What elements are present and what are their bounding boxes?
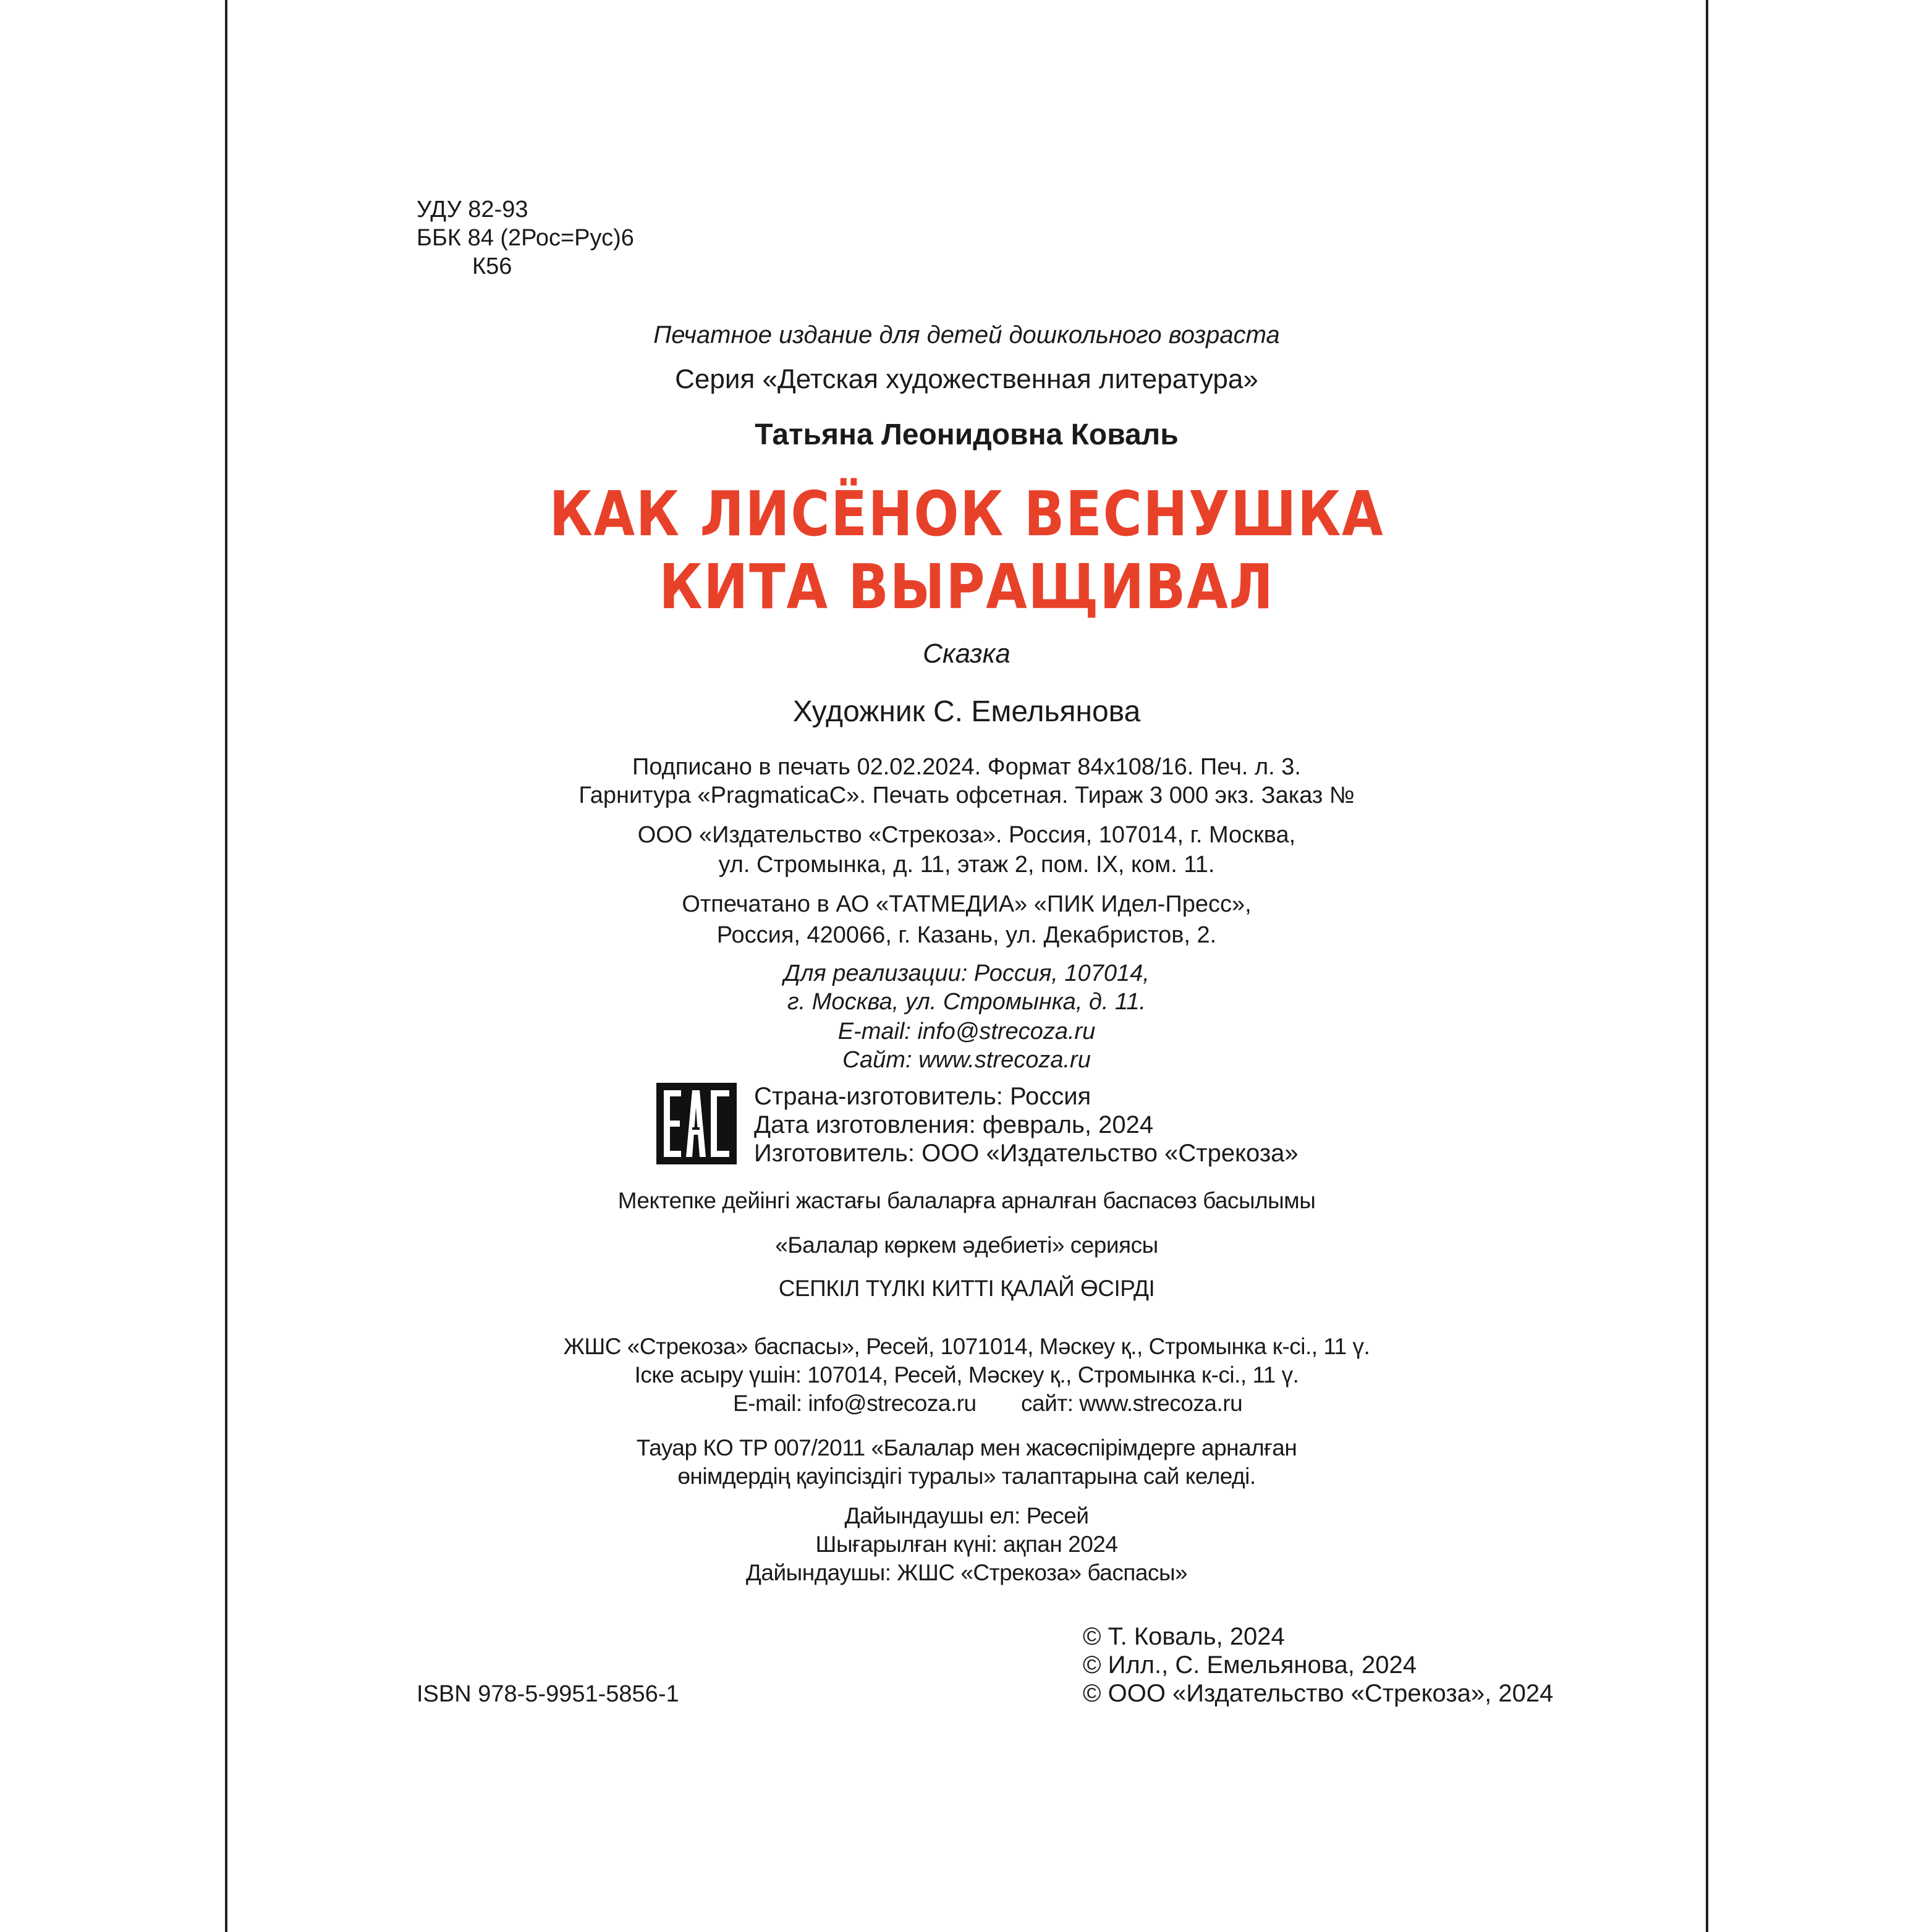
sales-site: Сайт: www.strecoza.ru	[842, 1047, 1091, 1073]
udk-code: УДУ 82-93	[417, 197, 528, 222]
illustrator: Художник С. Емельянова	[792, 695, 1141, 728]
printer-line-2: Россия, 420066, г. Казань, ул. Декабристов, 2.	[716, 922, 1217, 948]
kz-certificate-line-2: өнімдердің қауіпсіздігі туралы» талаптарына сай келеді.	[677, 1464, 1256, 1489]
kz-email: E-mail: info@strecoza.ru	[733, 1391, 977, 1416]
country-of-manufacture: Страна-изготовитель: Россия	[754, 1083, 1091, 1110]
kz-publisher: ЖШС «Стрекоза» баспасы», Ресей, 1071014, Мәскеу қ., Стромынка к-сі., 11 ү.	[563, 1334, 1370, 1359]
series-line: Серия «Детская художественная литература»	[675, 364, 1258, 394]
author-mark: К56	[472, 253, 512, 279]
isbn: ISBN 978-5-9951-5856-1	[417, 1681, 679, 1707]
book-title-line-1: КАК ЛИСЁНОК ВЕСНУШКА	[549, 478, 1384, 550]
copyright-publisher: © ООО «Издательство «Стрекоза», 2024	[1083, 1680, 1554, 1707]
genre: Сказка	[923, 638, 1010, 669]
eac-mark-icon	[656, 1083, 737, 1164]
kz-title: СЕПКІЛ ТҮЛКІ КИТТІ ҚАЛАЙ ӨСІРДІ	[778, 1276, 1155, 1301]
publisher-address-line-1: ООО «Издательство «Стрекоза». Россия, 107014, г. Москва,	[637, 822, 1296, 848]
bbk-code: ББК 84 (2Рос=Рус)6	[417, 225, 634, 251]
kz-certificate-line-1: Тауар КО ТР 007/2011 «Балалар мен жасөспірімдерге арналған	[636, 1435, 1297, 1460]
imprint-page	[225, 0, 1708, 1932]
copyright-illustrator: © Илл., С. Емельянова, 2024	[1083, 1651, 1417, 1679]
copyright-author: © Т. Коваль, 2024	[1083, 1623, 1285, 1650]
book-title-line-2: КИТА ВЫРАЩИВАЛ	[659, 551, 1274, 623]
sales-email: E-mail: info@strecoza.ru	[837, 1019, 1096, 1044]
kz-country: Дайындаушы ел: Ресей	[844, 1503, 1089, 1528]
print-info-line-2: Гарнитура «PragmaticaC». Печать офсетная. Тираж 3 000 экз. Заказ №	[578, 782, 1355, 808]
kz-sales-address: Іске асыру үшін: 107014, Ресей, Мәскеу қ., Стромынка к-сі., 11 ү.	[634, 1362, 1299, 1388]
print-info-line-1: Подписано в печать 02.02.2024. Формат 84x108/16. Печ. л. 3.	[632, 754, 1301, 780]
sales-address-line-1: Для реализации: Россия, 107014,	[784, 960, 1150, 986]
kz-date: Шығарылған күні: ақпан 2024	[815, 1532, 1118, 1557]
author-name: Татьяна Леонидовна Коваль	[755, 418, 1179, 451]
kz-audience-note: Мектепке дейінгі жастағы балаларға арналған баспасөз басылымы	[617, 1188, 1316, 1213]
audience-note: Печатное издание для детей дошкольного возраста	[653, 321, 1280, 349]
publisher-address-line-2: ул. Стромынка, д. 11, этаж 2, пом. IX, ком. 11.	[718, 852, 1215, 878]
kz-site: сайт: www.strecoza.ru	[1021, 1391, 1243, 1416]
manufacture-date: Дата изготовления: февраль, 2024	[754, 1111, 1154, 1138]
kz-series: «Балалар көркем әдебиеті» сериясы	[775, 1232, 1158, 1258]
eac-logo	[656, 1083, 737, 1164]
sales-address-line-2: г. Москва, ул. Стромынка, д. 11.	[787, 989, 1146, 1015]
printer-line-1: Отпечатано в АО «ТАТМЕДИА» «ПИК Идел-Пресс»,	[682, 891, 1252, 917]
kz-manufacturer: Дайындаушы: ЖШС «Стрекоза» баспасы»	[745, 1560, 1188, 1585]
manufacturer: Изготовитель: ООО «Издательство «Стрекоза»	[754, 1140, 1299, 1167]
